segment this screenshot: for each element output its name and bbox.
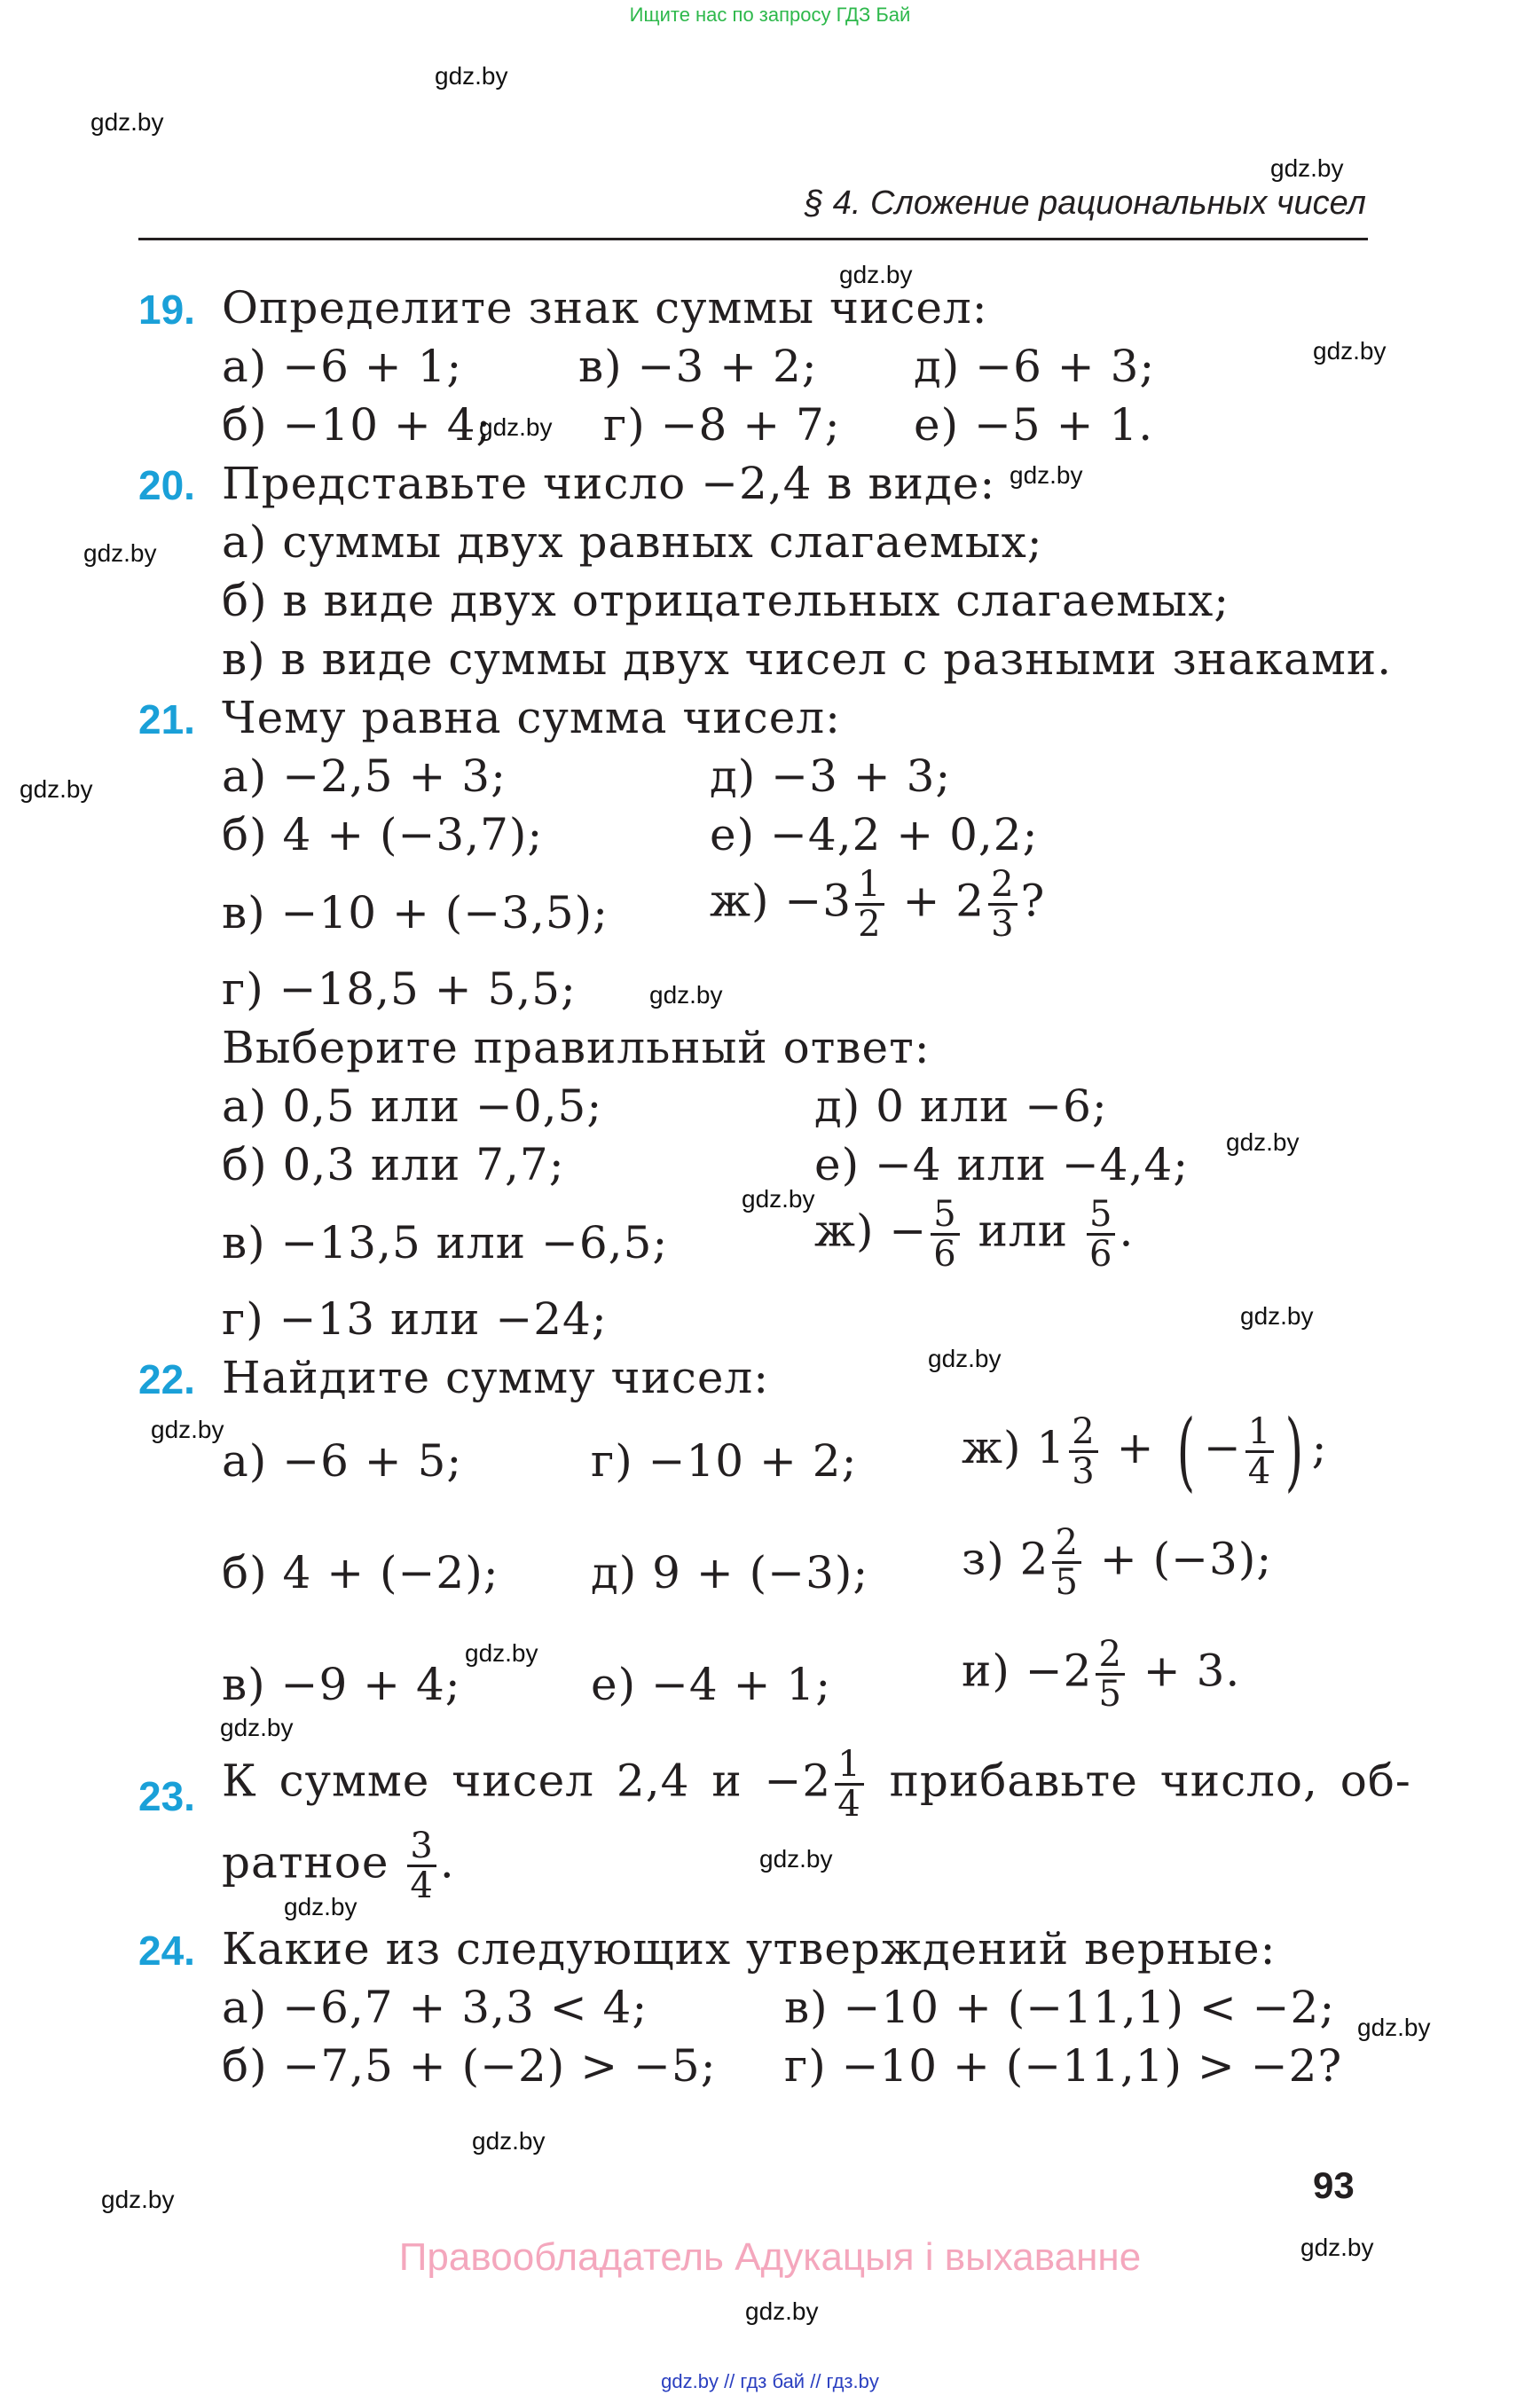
- fraction-denominator: 6: [1088, 1234, 1113, 1275]
- watermark: gdz.by: [742, 1185, 815, 1213]
- problem-number: 23.: [138, 1773, 195, 1819]
- page-number: 93: [1313, 2164, 1355, 2206]
- fraction: [1245, 1410, 1274, 1492]
- fraction: [1069, 1410, 1097, 1492]
- problem-item: [962, 1636, 1240, 1713]
- fraction-denominator: 5: [1098, 1674, 1122, 1715]
- watermark: gdz.by: [472, 2127, 546, 2155]
- copyright-notice: Правообладатель Адукацыя і выхаванне: [398, 2235, 1142, 2279]
- item-text: +: [1116, 1422, 1155, 1473]
- right-paren: ): [1285, 1402, 1305, 1501]
- problem-number: 21.: [138, 696, 195, 742]
- item-text: прибавьте число, об-: [889, 1755, 1411, 1807]
- problem-item: в) −10 + (−3,5);: [222, 887, 609, 938]
- problem-item: в) −3 + 2;: [578, 341, 818, 392]
- watermark: gdz.by: [20, 775, 93, 803]
- item-text: ратное: [222, 1836, 389, 1889]
- fraction-numerator: 2: [988, 866, 1017, 906]
- watermark: gdz.by: [101, 2186, 175, 2213]
- problem-text: [222, 1746, 1411, 1823]
- problem-item: в) в виде суммы двух чисел с разными знаками.: [222, 633, 1393, 685]
- fraction-denominator: 4: [1247, 1450, 1272, 1492]
- watermark: gdz.by: [1357, 2014, 1431, 2041]
- answer-option: д) 0 или −6;: [814, 1080, 1108, 1132]
- problem-number: 20.: [138, 462, 195, 508]
- item-text: + 2: [902, 875, 986, 927]
- problem-item: е) −4,2 + 0,2;: [710, 809, 1039, 860]
- fraction: [1052, 1524, 1080, 1601]
- watermark: gdz.by: [151, 1416, 224, 1443]
- fraction: [855, 866, 884, 943]
- problem-item: е) −4 + 1;: [591, 1659, 832, 1710]
- problem-item: в) −9 + 4;: [222, 1659, 461, 1710]
- watermark: gdz.by: [284, 1893, 358, 1920]
- fraction-denominator: 3: [991, 904, 1015, 945]
- answer-option: а) 0,5 или −0,5;: [222, 1080, 603, 1132]
- watermark: gdz.by: [759, 1845, 833, 1873]
- item-text: или: [978, 1205, 1069, 1257]
- top-banner: Ищите нас по запросу ГДЗ Бай: [629, 4, 911, 26]
- problem-item: б) 4 + (−2);: [222, 1547, 499, 1598]
- answer-option: г) −13 или −24;: [222, 1293, 608, 1345]
- problem-item: г) −18,5 + 5,5;: [222, 963, 577, 1015]
- item-text: ж) −: [814, 1205, 928, 1257]
- problem-number: 22.: [138, 1356, 195, 1402]
- fraction-numerator: 1: [855, 866, 884, 906]
- watermark: gdz.by: [479, 413, 553, 441]
- fraction: [931, 1196, 959, 1273]
- watermark: gdz.by: [928, 1345, 1002, 1372]
- answer-option: [814, 1196, 1134, 1273]
- item-text: ?: [1020, 875, 1046, 927]
- problem-item: [962, 1524, 1272, 1601]
- problem-item: а) −6 + 1;: [222, 341, 463, 392]
- problem-item: б) 4 + (−3,7);: [222, 809, 544, 860]
- watermark: gdz.by: [90, 108, 164, 136]
- problem-item: [962, 1402, 1328, 1501]
- problem-item: [710, 866, 1045, 943]
- problem-item: а) −6 + 5;: [222, 1435, 463, 1487]
- watermark: gdz.by: [1300, 2234, 1374, 2261]
- item-text: + (−3);: [1099, 1533, 1273, 1585]
- problem-item: в) −10 + (−11,1) < −2;: [784, 1982, 1336, 2033]
- fraction-numerator: 2: [1096, 1636, 1124, 1676]
- item-text: ;: [1311, 1422, 1328, 1473]
- fraction-denominator: 6: [933, 1234, 957, 1275]
- fraction-numerator: 5: [1087, 1196, 1115, 1236]
- watermark: gdz.by: [1313, 337, 1387, 365]
- problem-title: Определите знак суммы чисел:: [222, 282, 988, 334]
- problem-text: [222, 1827, 455, 1904]
- fraction-denominator: 5: [1055, 1562, 1079, 1603]
- item-text: з) 2: [962, 1533, 1049, 1585]
- item-text: ж) 1: [962, 1422, 1066, 1473]
- problem-item: г) −8 + 7;: [603, 399, 841, 451]
- problem-item: д) −3 + 3;: [710, 750, 952, 802]
- problem-item: д) −6 + 3;: [914, 341, 1156, 392]
- footer-links[interactable]: gdz.by // гдз бай // гдз.by: [661, 2370, 879, 2392]
- problem-item: е) −5 + 1.: [914, 399, 1154, 451]
- answer-option: б) 0,3 или 7,7;: [222, 1139, 565, 1190]
- watermark: gdz.by: [465, 1639, 538, 1667]
- problem-item: а) −6,7 + 3,3 < 4;: [222, 1982, 648, 2033]
- problem-title: Представьте число −2,4 в виде:: [222, 458, 996, 509]
- problem-item: г) −10 + (−11,1) > −2?: [784, 2040, 1343, 2092]
- item-text: ж) −3: [710, 875, 852, 927]
- item-text: −: [1203, 1422, 1242, 1473]
- problem-item: г) −10 + 2;: [591, 1435, 858, 1487]
- problem-item: б) −10 + 4;: [222, 399, 492, 451]
- fraction-numerator: 1: [1245, 1413, 1274, 1453]
- problem-subtitle: Выберите правильный ответ:: [222, 1022, 931, 1073]
- fraction-numerator: 5: [931, 1196, 959, 1236]
- watermark: gdz.by: [435, 62, 508, 90]
- answer-option: в) −13,5 или −6,5;: [222, 1217, 669, 1268]
- fraction: [1096, 1636, 1124, 1713]
- fraction-numerator: 1: [835, 1746, 863, 1786]
- watermark: gdz.by: [1270, 154, 1344, 182]
- problem-item: б) −7,5 + (−2) > −5;: [222, 2040, 717, 2092]
- problem-item: а) суммы двух равных слагаемых;: [222, 516, 1043, 568]
- problem-title: Найдите сумму чисел:: [222, 1352, 770, 1403]
- problem-number: 19.: [138, 287, 195, 333]
- watermark: gdz.by: [839, 261, 913, 288]
- fraction-denominator: 3: [1072, 1450, 1096, 1492]
- header-divider: [138, 238, 1368, 240]
- answer-option: е) −4 или −4,4;: [814, 1139, 1190, 1190]
- fraction: [1087, 1196, 1115, 1273]
- fraction-denominator: 4: [837, 1784, 861, 1825]
- fraction: [835, 1746, 863, 1823]
- fraction: [407, 1827, 436, 1904]
- section-header: § 4. Сложение рациональных чисел: [805, 185, 1366, 222]
- watermark: gdz.by: [745, 2297, 819, 2325]
- item-text: и) −2: [962, 1645, 1093, 1697]
- problem-title: Какие из следующих утверждений верные:: [222, 1923, 1277, 1975]
- fraction: [988, 866, 1017, 943]
- watermark: gdz.by: [1226, 1128, 1300, 1156]
- watermark: gdz.by: [649, 981, 723, 1009]
- item-text: + 3.: [1143, 1645, 1241, 1697]
- problem-item: а) −2,5 + 3;: [222, 750, 507, 802]
- problem-item: б) в виде двух отрицательных слагаемых;: [222, 575, 1230, 626]
- item-text: К сумме чисел 2,4 и −2: [222, 1755, 832, 1807]
- problem-item: д) 9 + (−3);: [591, 1547, 869, 1598]
- fraction-numerator: 2: [1069, 1413, 1097, 1453]
- watermark: gdz.by: [83, 539, 157, 567]
- left-paren: (: [1177, 1402, 1197, 1501]
- fraction-denominator: 2: [858, 904, 882, 945]
- watermark: gdz.by: [1240, 1302, 1314, 1330]
- item-text: .: [1119, 1205, 1135, 1257]
- watermark: gdz.by: [1010, 461, 1083, 489]
- watermark: gdz.by: [220, 1714, 294, 1741]
- fraction-denominator: 4: [410, 1865, 434, 1906]
- fraction-numerator: 3: [407, 1827, 436, 1867]
- problem-title: Чему равна сумма чисел:: [222, 692, 841, 743]
- fraction-numerator: 2: [1052, 1524, 1080, 1564]
- problem-number: 24.: [138, 1928, 195, 1974]
- item-text: .: [439, 1836, 455, 1889]
